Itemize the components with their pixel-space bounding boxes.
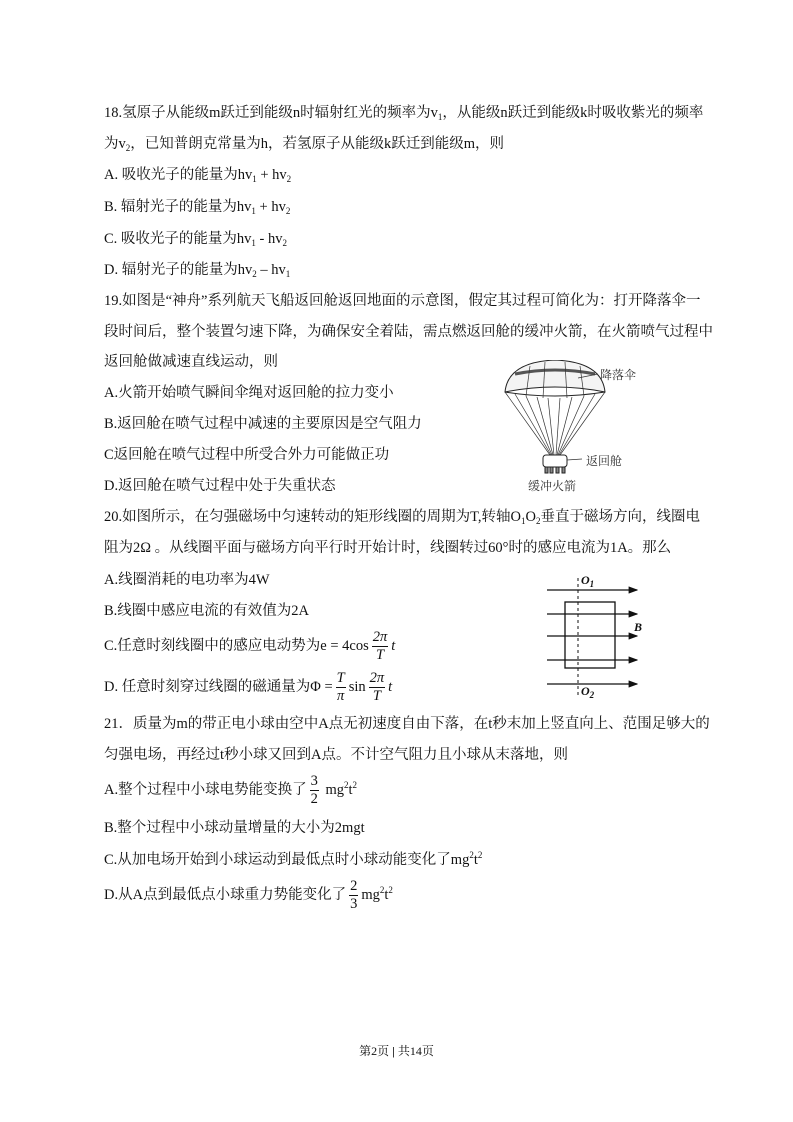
text-segment [369,670,386,688]
text-segment: B. 辐射光子的能量为hv [104,199,252,215]
field-b-label: B [634,620,643,634]
axis-o1-label [581,573,594,588]
text-segment: + hv [256,167,287,183]
text-segment: 1 [521,516,526,526]
text-segment [545,467,548,473]
text-segment: mg [361,887,380,903]
text-segment: O [525,509,536,525]
text-segment: 2 [388,885,393,895]
text-segment: 1 [251,238,256,248]
q18-option-c [104,230,287,248]
text-segment [310,773,319,808]
text-segment [369,670,386,705]
text-segment [372,629,389,647]
text-segment: t [473,852,478,868]
text-segment: 2 [125,143,131,153]
text-segment: 2 [282,238,288,248]
text-segment: 1 [252,174,257,184]
text-segment: C.任意时刻线圈中的感应电动势为e = 4cos [104,638,369,654]
text-segment: 18.氢原子从能级m跃迁到能级n时辐射红光的频率为v [104,105,438,121]
text-segment: 2 [352,780,358,790]
q21-stem-line1: 21．质量为m的带正电小球由空中A点无初速度自由下落，在t秒末加上竖直向上、范围足够大的 [104,716,710,732]
q19-stem-line3: 返回舱做减速直线运动，则 [104,354,278,370]
q21-option-a [104,772,357,808]
q20-option-d [104,669,392,705]
rocket-label: 缓冲火箭 [528,479,577,493]
q21-option-b: B.整个过程中小球动量增量的大小为2mgt [104,820,365,836]
q21-option-d [104,877,393,913]
text-segment: D. 任意时刻穿过线圈的磁通量为Φ = [104,679,333,695]
text-segment: t [348,782,353,798]
text-segment: 1 [285,269,291,279]
text-segment: 垂直于磁场方向，线圈电 [540,509,700,525]
page-footer [0,1042,793,1059]
text-segment: A. 吸收光子的能量为hv [104,167,253,183]
q18-stem-line1 [104,104,703,122]
text-segment: 第2页 [359,1044,390,1058]
text-segment: 为v [104,136,126,152]
text-segment: 3 [350,896,358,913]
q21-option-c [104,851,482,869]
text-segment: D.从A点到最低点小球重力势能变化了 [104,887,347,903]
q18-option-d [104,261,290,279]
text-segment: | [389,1044,398,1058]
text-segment [515,394,551,455]
text-segment: mg [321,782,345,798]
q20-option-c [104,628,395,664]
text-segment: T [336,670,345,687]
text-segment: - hv [255,231,283,247]
text-segment [567,459,582,460]
q20-stem-line1 [104,508,700,526]
text-segment: A.整个过程中小球电势能变换了 [104,782,307,798]
text-segment [505,392,605,396]
text-segment [565,602,615,668]
text-segment [547,590,637,684]
text-segment [336,670,346,705]
text-segment [560,392,605,455]
q19-stem-line2: 段时间后，整个装置匀速下降，为确保安全着陆，需点燃返回舱的缓冲火箭，在火箭喷气过程中 [104,324,713,340]
axis-o2-label [581,684,594,699]
text-segment: 2 [344,780,349,790]
text-segment: T [375,647,385,664]
q20-option-b: B.线圈中感应电流的有效值为2A [104,603,310,619]
text-segment [558,396,584,455]
text-segment: 2 [589,690,595,700]
text-segment: 1 [251,206,256,216]
q19-option-b: B.返回舱在喷气过程中减速的主要原因是空气阻力 [104,416,422,432]
text-segment: 2 [285,206,291,216]
text-segment: 1 [589,579,595,589]
text-segment [505,392,550,455]
text-segment: sin [348,679,366,695]
text-segment: T [372,688,381,705]
text-segment [543,455,567,467]
parachute-label: 降落伞 [600,368,637,382]
q21-stem-line2: 匀强电场，再经过t秒小球又回到A点。不计空气阻力且小球从末落地，则 [104,747,568,763]
text-segment: t [391,638,396,654]
text-segment [336,670,346,688]
text-segment [559,394,595,455]
text-segment [556,467,559,473]
text-segment: 2 [310,791,318,808]
text-segment: C. 吸收光子的能量为hv [104,231,252,247]
text-segment: 2 [379,885,385,895]
text-segment: 2π [369,670,385,687]
q18-stem-line2 [104,135,504,153]
text-segment: – hv [256,262,286,278]
text-segment [550,467,553,473]
text-segment: π [337,688,345,705]
q18-option-a [104,166,291,184]
text-segment [545,467,565,473]
q19-option-a: A.火箭开始喷气瞬间伞绳对返回舱的拉力变小 [104,385,394,401]
text-segment [336,688,346,705]
q19-option-c: C返回舱在喷气过程中所受合外力可能做正功 [104,447,390,463]
q19-stem-line1: 19.如图是“神舟”系列航天飞船返回舱返回地面的示意图，假定其过程可简化为：打开降落伞一 [104,293,701,309]
text-segment: D. 辐射光子的能量为hv [104,262,253,278]
text-segment: 2 [286,174,292,184]
text-segment: 共14页 [397,1044,434,1058]
text-segment: ，已知普朗克常量为h，若氢原子从能级k跃迁到能级m，则 [130,136,505,152]
q20-option-a: A.线圈消耗的电功率为4W [104,572,270,588]
text-segment [562,467,565,473]
text-segment [505,360,605,392]
text-segment: + hv [255,199,286,215]
text-segment: t [388,679,393,695]
q20-stem-line2: 阻为2Ω 。从线圈平面与磁场方向平行时开始计时，线圈转过60°时的感应电流为1A。那么 [104,540,672,556]
text-segment: 3 [310,773,318,790]
text-segment: O [581,684,590,698]
text-segment: 2 [477,850,483,860]
text-segment: 1 [437,112,443,122]
text-segment: 2π [372,629,388,646]
q19-option-d: D.返回舱在喷气过程中处于失重状态 [104,478,336,494]
text-segment: 2 [350,878,358,895]
text-segment: 2 [469,850,474,860]
text-segment: 2 [536,516,541,526]
text-segment [349,878,358,913]
text-segment [369,688,386,705]
text-segment [372,629,389,664]
text-segment: t [384,887,389,903]
text-segment: ，从能级n跃迁到能级k时吸收紫光的频率 [442,105,704,121]
magnetic-field-figure [545,576,655,701]
text-segment: C.从加电场开始到小球运动到最低点时小球动能变化了mg [104,852,470,868]
capsule-label: 返回舱 [586,454,623,468]
text-segment: 20.如图所示，在匀强磁场中匀速转动的矩形线圈的周期为T,转轴O [104,509,522,525]
text-segment: 2 [252,269,257,279]
text-segment: O [581,573,590,587]
q18-option-b [104,198,290,216]
text-segment [372,647,389,664]
